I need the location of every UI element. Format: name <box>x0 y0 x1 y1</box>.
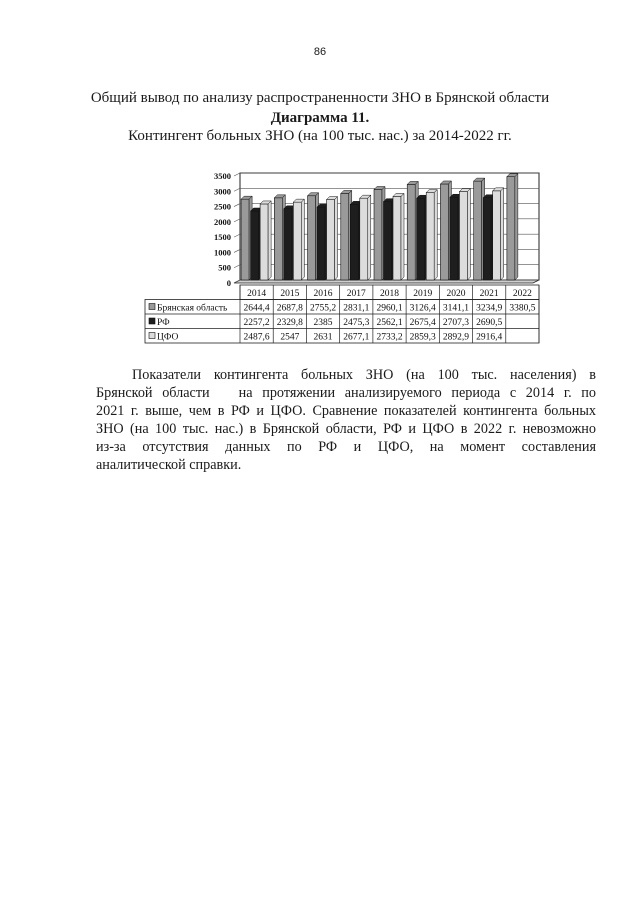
legend-entry: РФ <box>157 318 170 328</box>
gridline-side <box>234 188 240 191</box>
bar <box>360 198 368 280</box>
bar-side <box>268 201 271 280</box>
diagram-title: Контингент больных ЗНО (на 100 тыс. нас.) за 2014-2022 гг. <box>128 128 512 144</box>
legend-swatch <box>149 318 155 324</box>
data-label: 2547 <box>280 332 300 343</box>
bar <box>384 202 392 280</box>
gridline-side <box>234 234 240 237</box>
bar <box>260 204 268 280</box>
x-category-label: 2019 <box>413 289 433 299</box>
legend-swatch <box>149 304 155 310</box>
data-label: 2487,6 <box>243 332 270 343</box>
paragraph-line: из-за отсутствия данных по РФ и ЦФО, на момент составления <box>96 439 596 455</box>
x-category-label: 2020 <box>446 289 466 299</box>
page-number: 86 <box>313 46 327 58</box>
bar <box>450 197 458 280</box>
data-label: 2675,4 <box>409 318 436 328</box>
data-label: 2677,1 <box>343 332 370 343</box>
bar <box>293 202 301 280</box>
bar <box>426 193 434 280</box>
x-category-label: 2015 <box>280 289 300 299</box>
bar <box>251 211 259 280</box>
data-label: 3141,1 <box>442 303 470 314</box>
data-label: 2385 <box>313 318 333 328</box>
contingent-bar-chart <box>143 168 543 348</box>
bar-side <box>501 188 504 280</box>
bar <box>483 198 491 280</box>
data-label: 2755,2 <box>309 303 337 314</box>
data-label: 2733,2 <box>376 332 403 343</box>
bar-side <box>401 193 404 280</box>
x-category-label: 2014 <box>247 289 267 299</box>
data-label: 3234,9 <box>476 303 503 314</box>
y-tick-label: 1500 <box>214 232 231 243</box>
diagram-number: Диаграмма 11. <box>270 110 370 126</box>
data-label: 2916,4 <box>476 332 503 343</box>
y-tick-label: 3500 <box>214 171 231 181</box>
bar-side <box>434 190 437 280</box>
bar <box>507 177 515 280</box>
bar-side <box>467 189 470 280</box>
paragraph-line: Показатели контингента больных ЗНО (на 100 тыс. населения) в <box>132 367 596 383</box>
y-tick-label: 1000 <box>214 247 231 258</box>
data-label: 2257,2 <box>243 318 270 328</box>
y-tick-label: 3000 <box>214 186 231 197</box>
x-category-label: 2018 <box>380 289 399 299</box>
paragraph-line: Брянской области на протяжении анализируемого периода с 2014 г. по <box>96 385 596 401</box>
bar <box>374 190 382 280</box>
bar <box>284 209 292 280</box>
plot-floor <box>234 280 539 283</box>
gridline-side <box>234 204 240 207</box>
gridline-side <box>234 265 240 268</box>
legend-entry: ЦФО <box>157 332 179 343</box>
gridline-side <box>234 219 240 222</box>
paragraph-line: 2021 г. выше, чем в РФ и ЦФО. Сравнение показателей контингента больных <box>96 403 596 419</box>
data-label: 3380,5 <box>509 303 536 314</box>
x-category-label: 2021 <box>479 289 499 299</box>
conclusion-paragraph <box>96 366 596 474</box>
data-label: 2644,4 <box>243 303 270 314</box>
legend-entry: Брянская область <box>157 303 228 314</box>
paragraph-line: ЗНО (на 100 тыс. нас.) в Брянской области, РФ и ЦФО в 2022 г. невозможно <box>96 421 596 437</box>
bar-side <box>301 199 304 280</box>
summary-heading: Общий вывод по анализу распространенности ЗНО в Брянской области <box>90 90 550 106</box>
bar <box>350 204 358 280</box>
data-label: 2562,1 <box>376 318 403 328</box>
x-category-label: 2017 <box>346 289 366 299</box>
y-tick-label: 2000 <box>214 216 231 227</box>
bar <box>308 196 316 280</box>
bar <box>341 193 349 280</box>
y-tick-label: 2500 <box>214 201 231 212</box>
gridline-side <box>234 249 240 252</box>
data-label: 2329,8 <box>276 318 303 328</box>
data-label: 2859,3 <box>409 332 436 343</box>
gridline-side <box>234 173 240 176</box>
data-label: 2707,3 <box>442 318 470 328</box>
bar-side <box>515 174 518 280</box>
bar <box>274 198 282 280</box>
bar <box>407 184 415 280</box>
bar <box>493 191 501 280</box>
bar <box>327 200 335 280</box>
bar <box>241 199 249 280</box>
bar <box>417 198 425 280</box>
x-category-label: 2022 <box>512 289 532 299</box>
data-label: 2892,9 <box>442 332 470 343</box>
bar-side <box>368 195 371 280</box>
data-label: 2475,3 <box>343 318 370 328</box>
bar <box>440 184 448 280</box>
bar <box>317 207 325 280</box>
x-category-label: 2016 <box>313 289 333 299</box>
y-tick-label: 0 <box>226 278 231 288</box>
data-label: 2960,1 <box>376 303 403 314</box>
data-label: 2831,1 <box>343 303 370 314</box>
data-label: 3126,4 <box>409 303 436 314</box>
bar-side <box>335 197 338 280</box>
bar <box>474 181 482 280</box>
legend-swatch <box>149 333 155 339</box>
y-tick-label: 500 <box>218 262 231 273</box>
bar <box>459 192 467 280</box>
data-label: 2690,5 <box>476 318 503 328</box>
data-label: 2631 <box>313 332 333 343</box>
paragraph-line: аналитической справки. <box>96 457 242 473</box>
data-label: 2687,8 <box>276 303 303 314</box>
bar <box>393 196 401 280</box>
